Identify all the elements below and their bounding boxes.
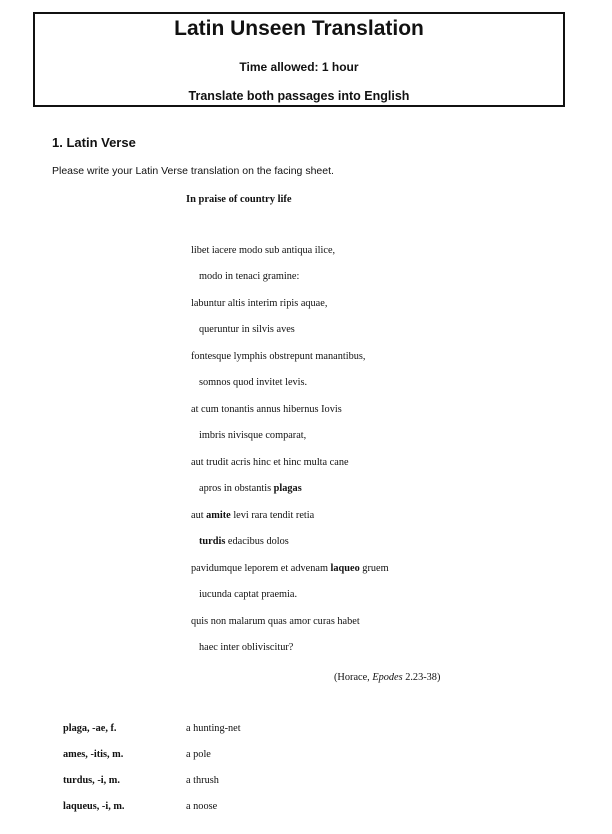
glossary-term: laqueus, -i, m.: [63, 801, 125, 812]
section-heading: 1. Latin Verse: [52, 135, 136, 150]
glossary-term: ames, -itis, m.: [63, 749, 124, 760]
poem-title: In praise of country life: [186, 194, 292, 205]
glossary-term: plaga, -ae, f.: [63, 723, 117, 734]
verse-line: pavidumque leporem et advenam laqueo gruem: [191, 563, 389, 574]
glossary-definition: a noose: [186, 801, 218, 812]
instruction: Translate both passages into English: [188, 89, 410, 103]
header-box: [33, 12, 565, 107]
glossary-term: turdus, -i, m.: [63, 775, 120, 786]
verse-line: aut amite levi rara tendit retia: [191, 510, 315, 521]
verse-line: libet iacere modo sub antiqua ilice,: [191, 245, 336, 256]
verse-line: haec inter obliviscitur?: [199, 642, 294, 653]
verse-line: labuntur altis interim ripis aquae,: [191, 298, 328, 309]
time-allowed: Time allowed: 1 hour: [239, 60, 359, 74]
citation: (Horace, Epodes 2.23-38): [334, 672, 441, 683]
verse-line: iucunda captat praemia.: [199, 589, 298, 600]
glossary-definition: a pole: [186, 749, 211, 760]
verse-line: at cum tonantis annus hibernus Iovis: [191, 404, 342, 415]
verse-line: queruntur in silvis aves: [199, 324, 295, 335]
verse-line: quis non malarum quas amor curas habet: [191, 616, 360, 627]
glossary-definition: a hunting-net: [186, 723, 241, 734]
verse-line: imbris nivisque comparat,: [199, 430, 307, 441]
verse-line: fontesque lymphis obstrepunt manantibus,: [191, 351, 366, 362]
glossary-definition: a thrush: [186, 775, 219, 786]
section-note: Please write your Latin Verse translation on the facing sheet.: [52, 165, 334, 177]
verse-line: somnos quod invitet levis.: [199, 377, 308, 388]
verse-line: modo in tenaci gramine:: [199, 271, 300, 282]
verse-line: aut trudit acris hinc et hinc multa cane: [191, 457, 349, 468]
verse-line: turdis edacibus dolos: [199, 536, 289, 547]
page-title: Latin Unseen Translation: [174, 17, 424, 40]
verse-line: apros in obstantis plagas: [199, 483, 302, 494]
